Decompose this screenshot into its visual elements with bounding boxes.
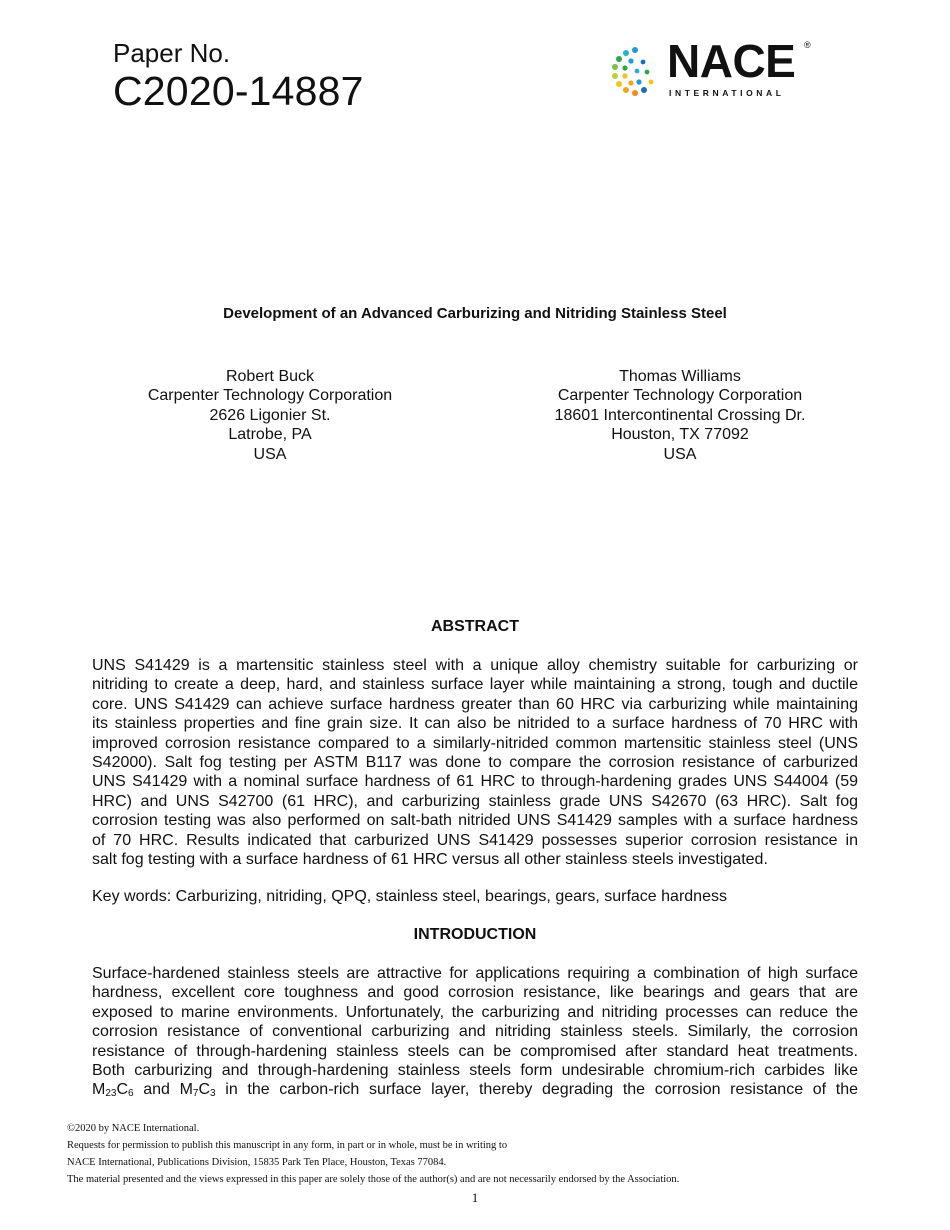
abstract-line: HRC) and UNS S42700 (61 HRC), and carburizing stainless grade UNS S42670 (63 HRC). Salt fog <box>92 792 858 810</box>
author-name: Robert Buck <box>225 368 315 385</box>
author-block <box>120 367 420 464</box>
abstract-line: of 70 HRC. Results indicated that carburized UNS S41429 possesses superior corrosion resistance in <box>92 831 858 849</box>
introduction-line: exposed to marine environments. Unfortunately, the carburizing and nitriding processes can reduce the <box>92 1003 858 1021</box>
introduction-line: hardness, excellent core toughness and good corrosion resistance, like bearings and gears that are <box>92 984 858 1002</box>
abstract-line: salt fog testing with a surface hardness of 61 HRC versus all other stainless steels investigated. <box>92 851 768 869</box>
abstract-line: corrosion testing was also performed on salt-bath nitrided UNS S41429 samples with a surface hardness <box>92 812 858 830</box>
introduction-line: Both carburizing and through-hardening stainless steels form undesirable chromium-rich carbides like <box>92 1062 858 1080</box>
abstract-line: nitriding to create a deep, hard, and stainless surface layer while maintaining a strong, tough and ductile <box>92 676 858 694</box>
registered-mark: ® <box>804 40 811 50</box>
footer-line: NACE International, Publications Division, 15835 Park Ten Place, Houston, Texas 77084. <box>67 1157 447 1168</box>
nace-logo-word: NACE <box>667 35 796 87</box>
introduction-body <box>92 964 858 1100</box>
introduction-line: Surface-hardened stainless steels are attractive for applications requiring a combination of high surface <box>92 965 858 982</box>
introduction-line: corrosion resistance of conventional carburizing and nitriding stainless steels. Similarly, the corrosion <box>92 1023 858 1041</box>
nace-globe-icon <box>607 44 663 100</box>
author-city: Houston, TX 77092 <box>611 426 749 444</box>
formula-m23c6: $M_{23}C_6$ <box>92 1081 134 1100</box>
footer-line: The material presented and the views expressed in this paper are solely those of the author(s) and are not necessarily endorsed by the Association. <box>67 1174 680 1185</box>
abstract-line: UNS S41429 is a martensitic stainless steel with a unique alloy chemistry suitable for carburizing or <box>92 657 858 674</box>
footer-line: Requests for permission to publish this manuscript in any form, in part or in whole, must be in writing to <box>67 1140 508 1151</box>
author-country: USA <box>253 445 287 463</box>
keywords: Key words: Carburizing, nitriding, QPQ, stainless steel, bearings, gears, surface hardness <box>92 888 727 905</box>
abstract-line: core. UNS S41429 can achieve surface hardness greater than 60 HRC via carburizing while maintaining <box>92 695 858 713</box>
author-street: 2626 Ligonier St. <box>209 406 331 424</box>
footer-line: ©2020 by NACE International. <box>67 1123 200 1134</box>
introduction-line: resistance of through-hardening stainless steels can be compromised after standard heat treatments. <box>92 1042 858 1060</box>
author-block <box>530 367 830 464</box>
abstract-line: improved corrosion resistance compared to a similarly-nitrided common martensitic stainless steel (UNS <box>92 734 858 752</box>
author-street: 18601 Intercontinental Crossing Dr. <box>554 406 806 424</box>
abstract-line: S42000). Salt fog testing per ASTM B117 was done to compare the corrosion resistance of carburized <box>92 754 858 772</box>
abstract-heading: ABSTRACT <box>431 618 519 635</box>
nace-logo <box>607 35 812 100</box>
author-country: USA <box>663 445 697 463</box>
nace-logo-subtitle: INTERNATIONAL <box>669 88 785 98</box>
page-number: 1 <box>471 1190 479 1205</box>
author-city: Latrobe, PA <box>228 426 312 444</box>
paper-title: Development of an Advanced Carburizing and Nitriding Stainless Steel <box>223 305 727 322</box>
formula-m7c3: $M_7C_3$ <box>179 1081 216 1100</box>
abstract-line: its stainless properties and fine grain size. It can also be nitrided to a surface hardness of 70 HRC with <box>92 715 858 733</box>
abstract-body <box>92 656 858 869</box>
author-name: Thomas Williams <box>619 368 741 385</box>
introduction-heading: INTRODUCTION <box>413 926 537 943</box>
author-organization: Carpenter Technology Corporation <box>557 387 803 405</box>
paper-number: C2020-14887 <box>113 68 364 114</box>
abstract-line: UNS S41429 with a nominal surface hardness of 61 HRC to through-hardening grades UNS S44004 (59 <box>92 773 858 791</box>
paper-number-block <box>113 40 364 112</box>
author-organization: Carpenter Technology Corporation <box>147 387 393 405</box>
copyright-footer <box>67 1120 679 1188</box>
paper-label: Paper No. <box>113 38 231 68</box>
introduction-line: $M_{23}C_6$ and $M_7C_3$ in the carbon-rich surface layer, thereby degrading the corrosion resistance of the <box>92 1081 859 1100</box>
